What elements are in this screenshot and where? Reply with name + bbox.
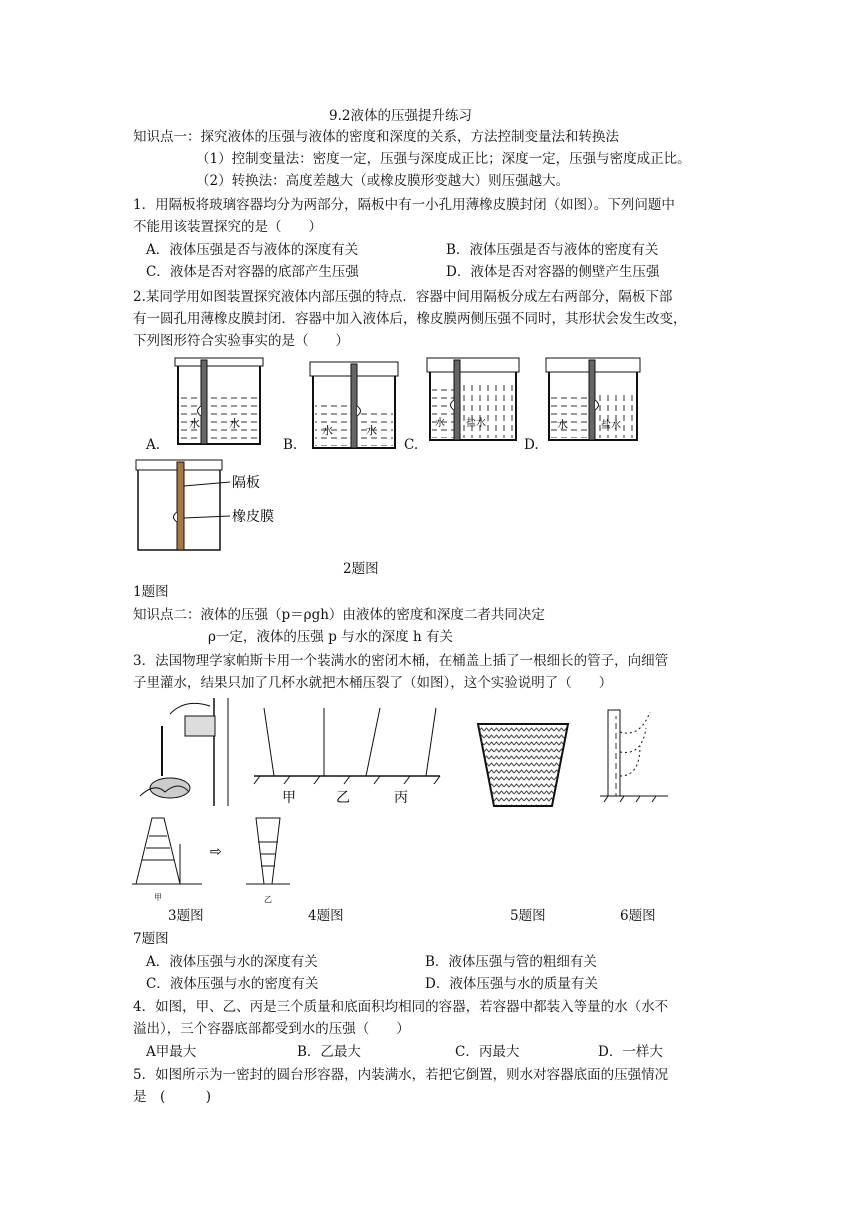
knowledge-point-1-heading: 知识点一：探究液体的压强与液体的密度和深度的关系，方法控制变量法和转换法 [133,129,619,145]
tube-label-yi: 乙 [336,790,350,806]
figure-5-frustum-container [474,720,574,812]
tube-label-jia: 甲 [282,790,296,806]
figure-6-caption: 6题图 [620,908,656,924]
question-3-option-d: D．液体压强与水的质量有关 [425,976,598,992]
figure-3-caption: 3题图 [168,908,204,924]
figure-2-caption: 2题图 [343,561,379,577]
question-3-line-2: 子里灌水，结果只加了几杯水就把木桶压裂了（如图），这个实验说明了（ ） [133,675,613,691]
tube-label-bing: 丙 [394,790,408,806]
page-title: 9.2液体的压强提升练习 [329,108,472,124]
question-4-option-b: B．乙最大 [297,1044,361,1060]
figure-4-three-tubes [250,704,445,808]
figure-6-tube-jet [596,702,676,806]
figure-4-caption: 4题图 [308,908,344,924]
question-2-option-b-label: B. [283,437,298,453]
figure-3-pascal-barrel [130,696,240,808]
svg-text:水: 水 [322,424,333,437]
svg-text:隔板: 隔板 [232,475,260,491]
option-c-container [427,358,519,440]
figure-1-caption: 1题图 [133,584,169,600]
figure-7-caption: 7题图 [133,931,169,947]
knowledge-point-1-method-2: （2）转换法：高度差越大（或橡皮膜形变越大）则压强越大。 [196,173,570,189]
question-3-option-b: B．液体压强与管的粗细有关 [425,954,597,970]
figure-7-inverted-container [130,812,305,908]
svg-text:水: 水 [189,417,200,430]
partition-membrane-figure [130,456,290,556]
question-1-option-a: A．液体压强是否与液体的深度有关 [146,242,359,258]
knowledge-point-1-method-1: （1）控制变量法：密度一定，压强与深度成正比；深度一定，压强与密度成正比。 [196,151,691,167]
question-2-line-3: 下列图形符合实验事实的是（ ） [133,333,349,349]
svg-text:⇨: ⇨ [210,844,222,860]
svg-text:水: 水 [229,417,240,430]
question-2-option-figures [140,354,660,454]
svg-text:盐水: 盐水 [601,420,621,431]
option-a-container [175,358,263,444]
question-1-option-d: D．液体是否对容器的侧壁产生压强 [446,264,660,280]
question-2-option-c-label: C. [404,437,419,453]
svg-text:水: 水 [557,418,568,431]
question-1-line-2: 不能用该装置探究的是（ ） [133,219,322,235]
question-5-line-2: 是 ( ) [133,1089,212,1105]
svg-text:盐水: 盐水 [466,418,486,429]
question-5-line-1: 5．如图所示为一密封的圆台形容器，内装满水，若把它倒置，则水对容器底面的压强情况 [133,1067,669,1083]
question-2-line-1: 2.某同学用如图装置探究液体内部压强的特点．容器中间用隔板分成左右两部分，隔板下部 [133,289,673,305]
svg-text:橡皮膜: 橡皮膜 [232,509,274,525]
question-4-line-2: 溢出），三个容器底部都受到水的压强（ ） [133,1021,410,1037]
question-4-option-d: D．一样大 [598,1044,663,1060]
knowledge-point-2-note: ρ一定，液体的压强 p 与水的深度 h 有关 [208,629,453,645]
option-d-container [546,358,640,440]
option-b-container [310,362,398,448]
svg-text:乙: 乙 [264,895,272,904]
question-2-option-a-label: A. [146,437,161,453]
question-4-option-c: C．丙最大 [455,1044,520,1060]
question-2-line-2: 有一圆孔用薄橡皮膜封闭．容器中加入液体后，橡皮膜两侧压强不同时，其形状会发生改变， [133,311,687,327]
question-1-line-1: 1．用隔板将玻璃容器均分为两部分，隔板中有一小孔用薄橡皮膜封闭（如图）。下列问题中 [133,197,675,213]
svg-text:水: 水 [435,418,445,429]
question-4-line-1: 4．如图，甲、乙、丙是三个质量和底面积均相同的容器，若容器中都装入等量的水（水不 [133,999,669,1015]
question-3-line-1: 3．法国物理学家帕斯卡用一个装满水的密闭木桶，在桶盖上插了一根细长的管子，向细管 [133,653,669,669]
question-2-option-d-label: D. [524,437,539,453]
question-1-option-b: B．液体压强是否与液体的密度有关 [446,242,659,258]
question-3-option-c: C．液体压强与水的密度有关 [146,976,319,992]
question-4-option-a: A甲最大 [146,1044,197,1060]
knowledge-point-2-heading: 知识点二：液体的压强（p＝ρgh）由液体的密度和深度二者共同决定 [133,607,545,623]
svg-text:水: 水 [366,424,377,437]
question-3-option-a: A．液体压强与水的深度有关 [146,954,318,970]
question-1-option-c: C．液体是否对容器的底部产生压强 [146,264,359,280]
svg-text:甲: 甲 [154,893,162,902]
figure-5-caption: 5题图 [510,908,546,924]
